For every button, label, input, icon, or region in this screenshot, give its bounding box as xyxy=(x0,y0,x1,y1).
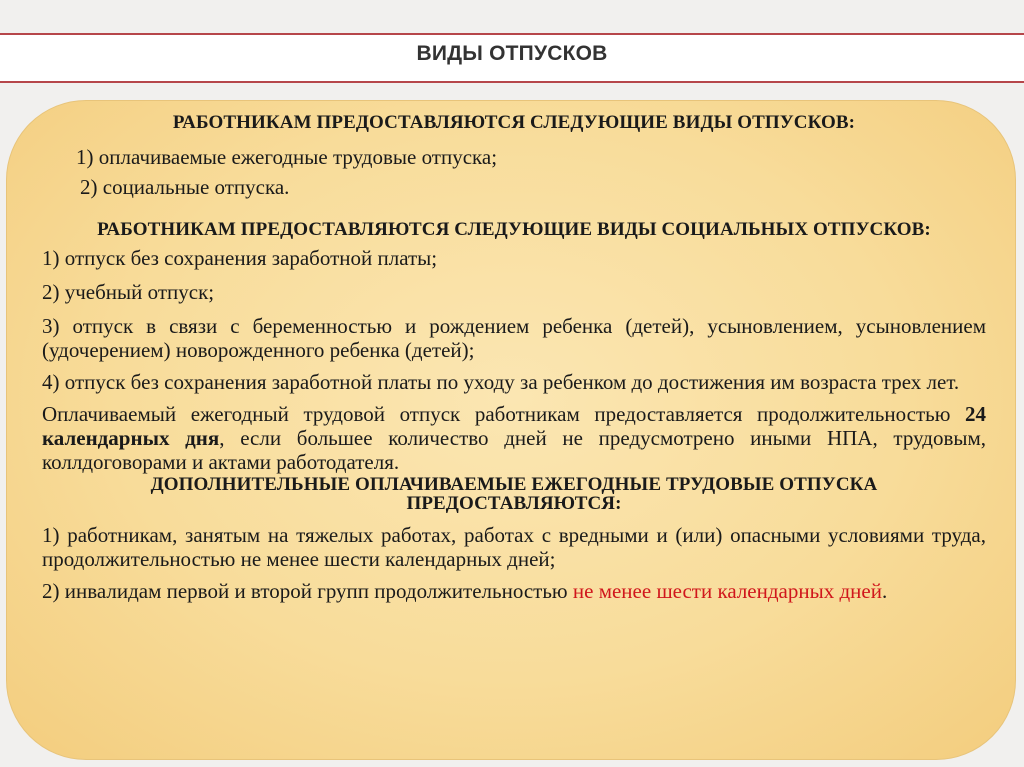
page-title: ВИДЫ ОТПУСКОВ xyxy=(416,42,608,65)
section2-item: 2) учебный отпуск; xyxy=(42,280,215,304)
paragraph-bold-duration: 24 календарных дня xyxy=(42,402,986,450)
section3-item2-highlight: не менее шести календарных дней xyxy=(572,579,882,603)
content-body xyxy=(42,108,986,603)
section1-item: 2) социальные отпуска. xyxy=(80,175,290,199)
paragraph-text-before: Оплачиваемый ежегодный трудовой отпуск работникам предоставляется продолжительностью xyxy=(42,402,965,426)
section2-item: 4) отпуск без сохранения заработной платы по уходу за ребенком до достижения им возраста трех лет. xyxy=(42,370,960,394)
section1-heading: РАБОТНИКАМ ПРЕДОСТАВЛЯЮТСЯ СЛЕДУЮЩИЕ ВИДЫ ОТПУСКОВ: xyxy=(172,112,856,133)
section3-item xyxy=(42,579,986,603)
section1-item: 1) оплачиваемые ежегодные трудовые отпуска; xyxy=(76,145,498,169)
section3-item2-end: . xyxy=(881,579,888,603)
section2-item: 1) отпуск без сохранения заработной платы; xyxy=(42,246,438,270)
section3-heading: ДОПОЛНИТЕЛЬНЫЕ ОПЛАЧИВАЕМЫЕ ЕЖЕГОДНЫЕ ТРУДОВЫЕ ОТПУСКА ПРЕДОСТАВЛЯЮТСЯ: xyxy=(150,474,878,514)
title-bottom-rule xyxy=(0,81,1024,83)
annual-leave-paragraph xyxy=(42,402,986,474)
section3-item2-text: 2) инвалидам первой и второй групп продолжительностью xyxy=(42,579,573,603)
section2-heading: РАБОТНИКАМ ПРЕДОСТАВЛЯЮТСЯ СЛЕДУЮЩИЕ ВИДЫ СОЦИАЛЬНЫХ ОТПУСКОВ: xyxy=(97,219,931,240)
section3-item: 1) работникам, занятым на тяжелых работах, работах с вредными и (или) опасными условиями труда, продолжительностью не менее шести календарных дней; xyxy=(42,523,986,571)
paragraph-text-after: , если большее количество дней не предусмотрено иными НПА, трудовым, коллдоговорами и актами работодателя. xyxy=(42,426,987,474)
section2-item: 3) отпуск в связи с беременностью и рождением ребенка (детей), усыновлением, усыновлением (удочерением) новорожденного ребенка (детей); xyxy=(42,314,986,362)
